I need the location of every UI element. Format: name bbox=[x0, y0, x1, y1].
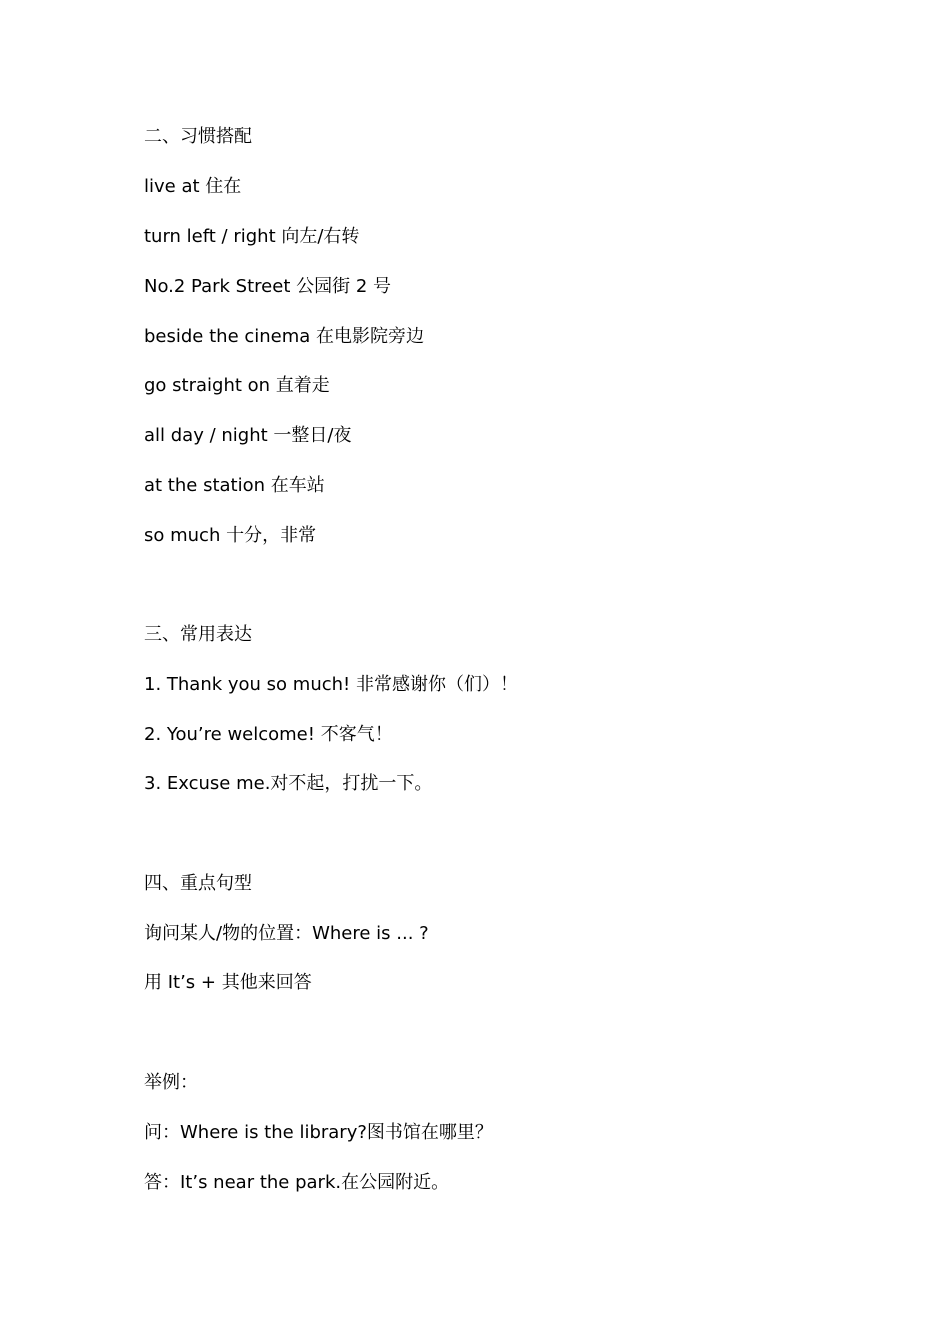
section-heading-expressions: 三、常用表达 bbox=[144, 624, 252, 645]
collocation-item: turn left / right 向左/右转 bbox=[144, 226, 360, 247]
expression-item: 3. Excuse me.对不起，打扰一下。 bbox=[144, 773, 433, 794]
collocation-item: live at 住在 bbox=[144, 176, 242, 197]
expression-item: 2. You’re welcome! 不客气！ bbox=[144, 724, 393, 745]
collocation-item: beside the cinema 在电影院旁边 bbox=[144, 326, 425, 347]
collocation-item: go straight on 直着走 bbox=[144, 375, 330, 396]
section-heading-sentence-patterns: 四、重点句型 bbox=[144, 873, 252, 894]
collocation-item: at the station 在车站 bbox=[144, 475, 325, 496]
section-heading-collocations: 二、习惯搭配 bbox=[144, 126, 252, 147]
collocation-item: so much 十分，非常 bbox=[144, 525, 317, 546]
expression-item: 1. Thank you so much! 非常感谢你（们）！ bbox=[144, 674, 518, 695]
example-question: 问：Where is the library?图书馆在哪里？ bbox=[144, 1122, 493, 1143]
collocation-item: all day / night 一整日/夜 bbox=[144, 425, 352, 446]
sentence-pattern-item: 询问某人/物的位置：Where is ... ? bbox=[144, 923, 429, 944]
example-heading: 举例： bbox=[144, 1072, 198, 1093]
example-answer: 答：It’s near the park.在公园附近。 bbox=[144, 1172, 450, 1193]
sentence-pattern-item: 用 It’s + 其他来回答 bbox=[144, 972, 312, 993]
collocation-item: No.2 Park Street 公园街 2 号 bbox=[144, 276, 391, 297]
